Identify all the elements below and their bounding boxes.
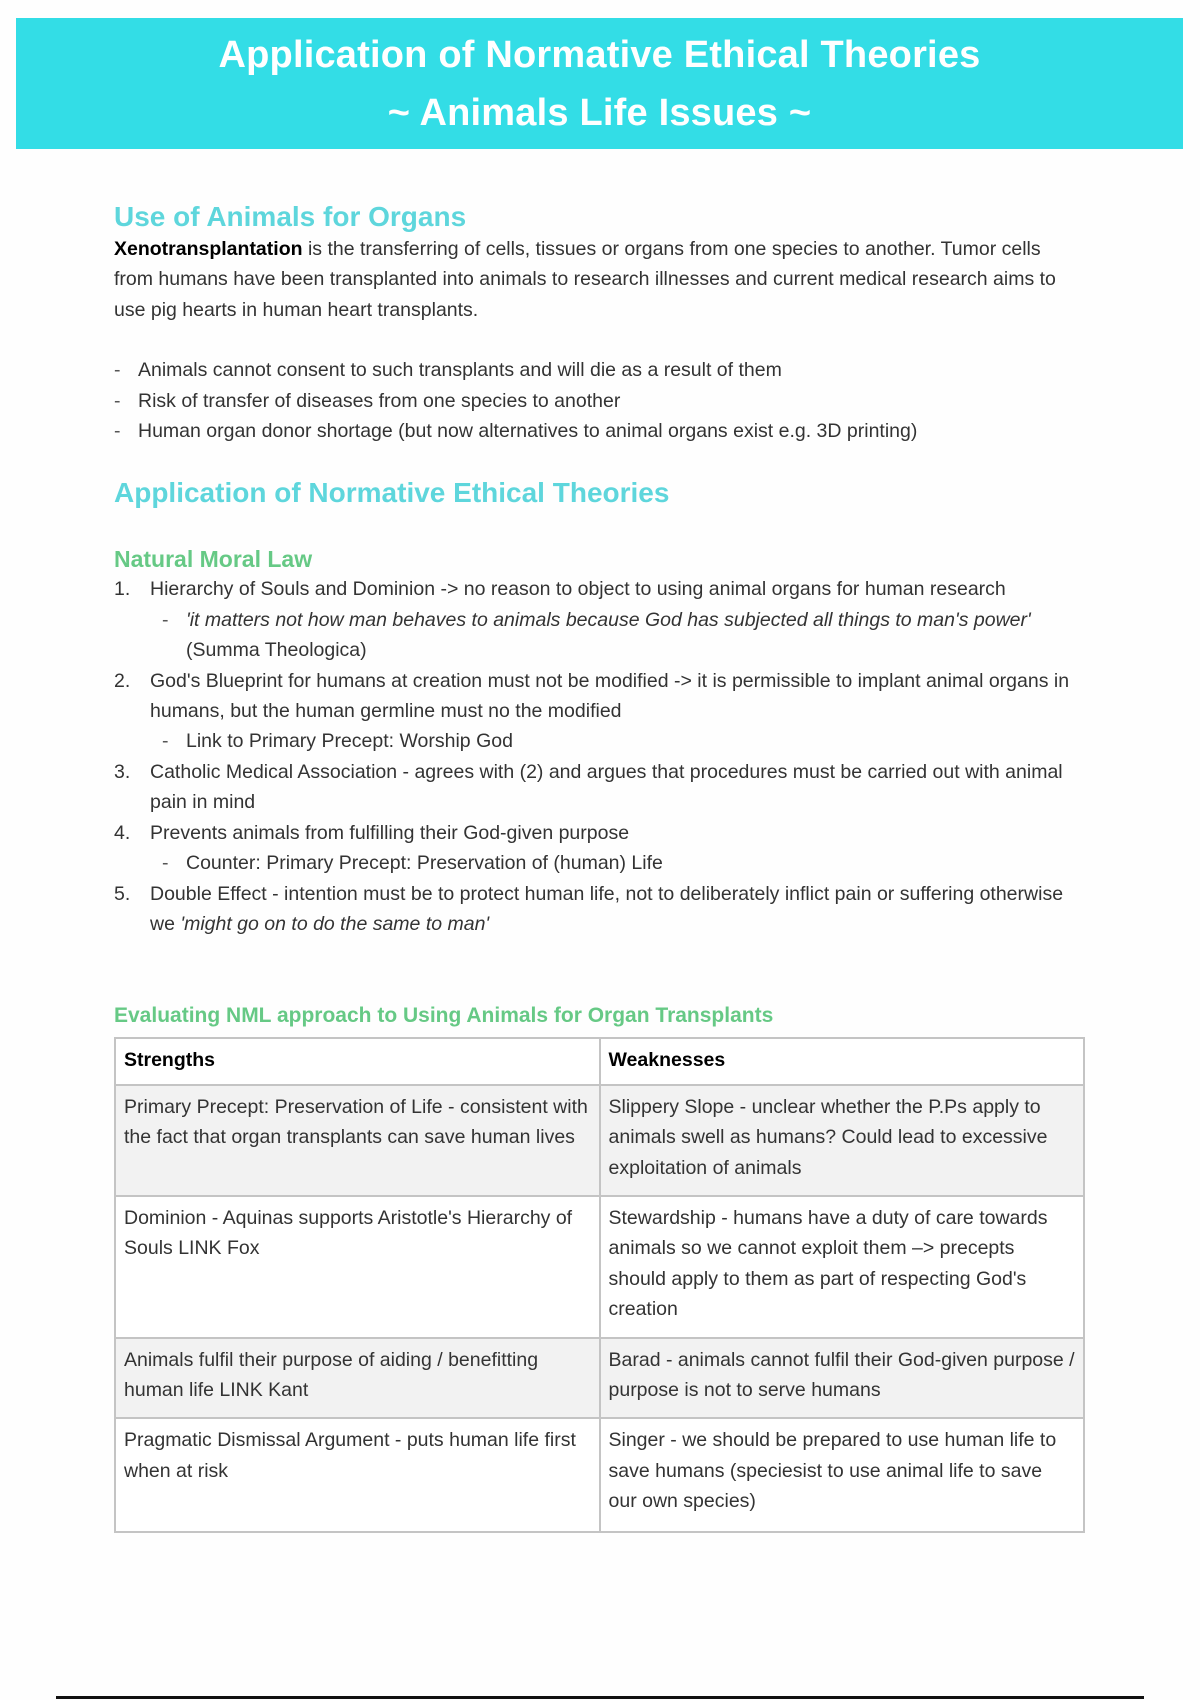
item-number: 5. xyxy=(114,882,131,905)
term-xenotransplantation: Xenotransplantation xyxy=(114,238,303,260)
intro-text: is the transferring of cells, tissues or organs from one species to another. Tumor cells from humans have been transplanted into animals to research illnesses and current medical research aims to use pig hearts in human heart transplants. xyxy=(114,238,1056,321)
heading-evaluation: Evaluating NML approach to Using Animals for Organ Transplants xyxy=(114,1004,774,1028)
heading-natural-moral-law: Natural Moral Law xyxy=(114,546,313,573)
page-bottom-rule xyxy=(56,1696,1144,1699)
strength-cell: Dominion - Aquinas supports Aristotle's Hierarchy of Souls LINK Fox xyxy=(115,1196,600,1338)
nml-item-1 xyxy=(114,574,1074,665)
item-number: 2. xyxy=(114,669,131,692)
dash-bullet: - xyxy=(162,852,169,875)
item-text: Catholic Medical Association - agrees with (2) and argues that procedures must be carried out with animal pain in mind xyxy=(150,760,1063,814)
organ-issues-list xyxy=(114,355,1074,446)
nml-list xyxy=(114,574,1074,939)
weakness-cell: Singer - we should be prepared to use human life to save humans (speciesist to use animal life to save our own species) xyxy=(600,1418,1085,1531)
title-banner xyxy=(16,18,1183,149)
dash-bullet: - xyxy=(162,730,169,753)
aquinas-quote: 'it matters not how man behaves to animals because God has subjected all things to man's power' xyxy=(186,608,1031,631)
document-body xyxy=(114,200,1074,1533)
nml-subitem xyxy=(138,605,1074,666)
item-text: Prevents animals from fulfilling their God-given purpose xyxy=(150,821,630,844)
item-number: 1. xyxy=(114,578,131,601)
subitem-text: Link to Primary Precept: Worship God xyxy=(186,730,513,753)
evaluation-table xyxy=(114,1037,1085,1532)
nml-item-3 xyxy=(114,757,1074,818)
heading-use-of-animals: Use of Animals for Organs xyxy=(114,201,467,232)
list-item: - Risk of transfer of diseases from one species to another xyxy=(114,386,1074,416)
dash-bullet: - xyxy=(162,608,169,631)
intro-paragraph xyxy=(114,234,1074,325)
item-text: God's Blueprint for humans at creation must not be modified -> it is permissible to implant animal organs in humans, but the human germline must no the modified xyxy=(150,669,1070,723)
title-line-2: ~ Animals Life Issues ~ xyxy=(387,92,812,134)
table-row xyxy=(115,1085,1084,1196)
item-text: Hierarchy of Souls and Dominion -> no reason to object to using animal organs for human research xyxy=(150,578,1006,601)
nml-item-2 xyxy=(114,666,1074,757)
quote-source: (Summa Theologica) xyxy=(186,639,367,662)
subitem-text: Counter: Primary Precept: Preservation of (human) Life xyxy=(186,852,663,875)
list-item: - Human organ donor shortage (but now alternatives to animal organs exist e.g. 3D printing) xyxy=(114,416,1074,446)
title-line-1: Application of Normative Ethical Theories xyxy=(218,34,981,76)
nml-item-5 xyxy=(114,879,1074,940)
item-number: 4. xyxy=(114,821,131,844)
item-text: Double Effect - intention must be to protect human life, not to deliberately inflict pain or suffering otherwise we xyxy=(150,882,1064,935)
strength-cell: Animals fulfil their purpose of aiding / benefitting human life LINK Kant xyxy=(115,1338,600,1419)
strength-cell: Pragmatic Dismissal Argument - puts human life first when at risk xyxy=(115,1418,600,1531)
table-row xyxy=(115,1418,1084,1531)
weakness-cell: Slippery Slope - unclear whether the P.Ps apply to animals swell as humans? Could lead to excessive exploitation of animals xyxy=(600,1085,1085,1196)
column-header-weaknesses: Weaknesses xyxy=(600,1038,1085,1084)
table-header-row xyxy=(115,1038,1084,1084)
strength-cell: Primary Precept: Preservation of Life - consistent with the fact that organ transplants can save human lives xyxy=(115,1085,600,1196)
table-row xyxy=(115,1338,1084,1419)
weakness-cell: Barad - animals cannot fulfil their God-given purpose / purpose is not to serve humans xyxy=(600,1338,1085,1419)
nml-item-4 xyxy=(114,818,1074,879)
nml-subitem xyxy=(138,726,1074,756)
list-item: - Animals cannot consent to such transplants and will die as a result of them xyxy=(114,355,1074,385)
column-header-strengths: Strengths xyxy=(115,1038,600,1084)
nml-subitem xyxy=(138,848,1074,878)
heading-application: Application of Normative Ethical Theories xyxy=(114,477,670,509)
item-number: 3. xyxy=(114,760,131,783)
table-row xyxy=(115,1196,1084,1338)
weakness-cell: Stewardship - humans have a duty of care towards animals so we cannot exploit them –> precepts should apply to them as part of respecting God's creation xyxy=(600,1196,1085,1338)
item-quote: 'might go on to do the same to man' xyxy=(180,912,490,935)
